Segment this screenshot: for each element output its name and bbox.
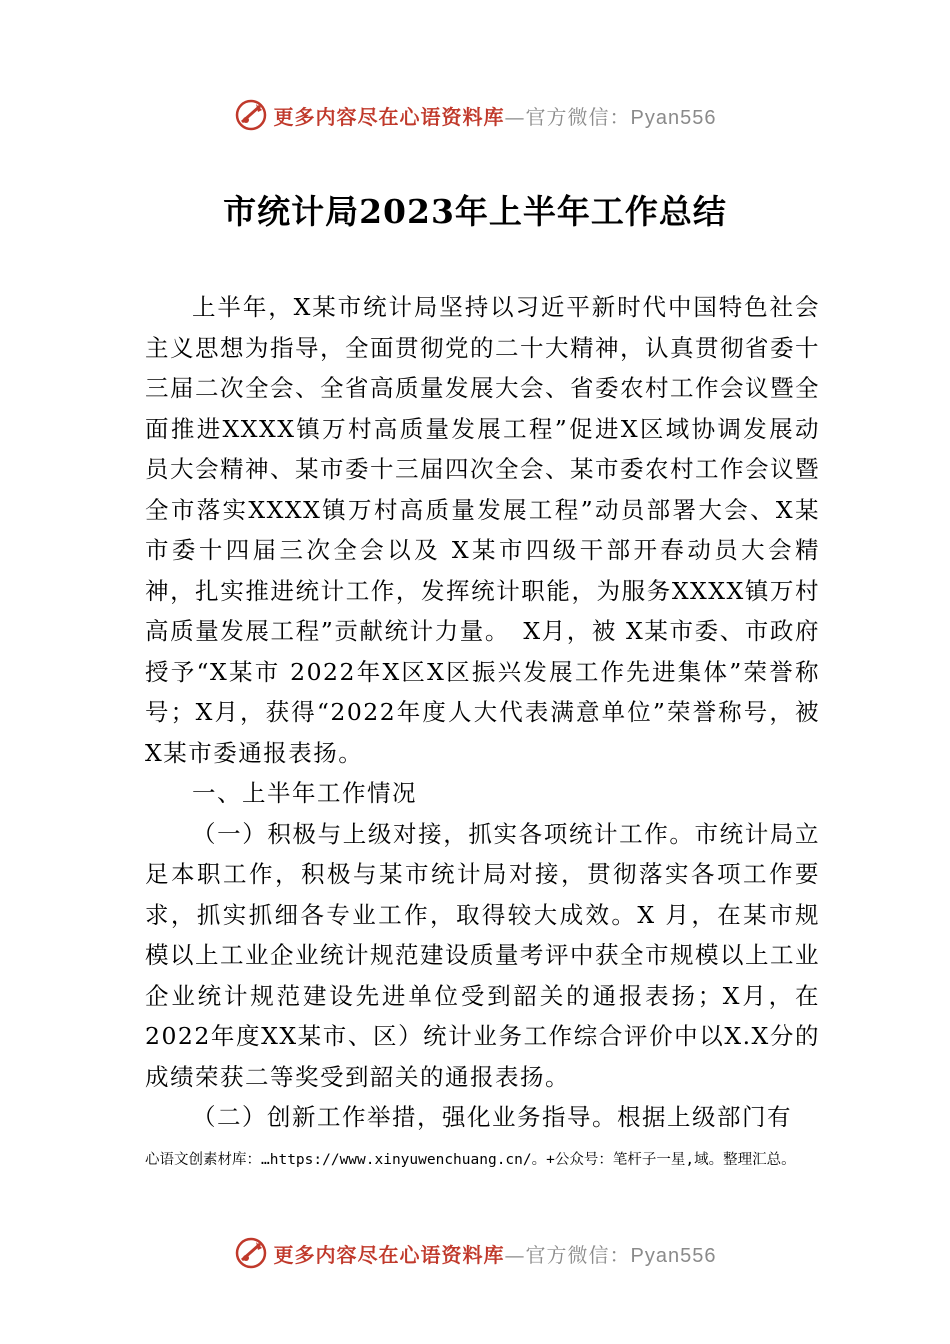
banner-red-text: 更多内容尽在心语资料库 xyxy=(273,1242,505,1267)
subsection-paragraph-2: （二）创新工作举措，强化业务指导。根据上级部门有 xyxy=(192,1103,792,1131)
document-title: 市统计局2023年上半年工作总结 xyxy=(223,192,727,231)
subsection-paragraph-1: （一）积极与上级对接，抓实各项统计工作。市统计局立足本职工作，积极与某市统计局对接，贯彻落实各项工作要求，抓实抓细各专业工作，取得较大成效。X 月，在某市规模以上工业企业统计规范建设质量考评中获全市规模以上工业企业统计规范建设先进单位受到韶关的通报表扬；X月，在 2022年度XX某市、区）统计业务工作综合评价中以X.X分的成绩荣获二等奖受到韶关的通报表扬。 xyxy=(145,819,820,1091)
section-heading: 一、上半年工作情况 xyxy=(192,779,417,807)
banner-red-text: 更多内容尽在心语资料库 xyxy=(273,104,505,129)
header-banner xyxy=(0,95,950,135)
document-body xyxy=(145,287,820,1138)
brand-logo-icon xyxy=(234,1236,268,1270)
footer-banner xyxy=(0,1233,950,1273)
banner-gray-text: —官方微信： xyxy=(504,104,631,129)
banner-wechat-id: Pyan556 xyxy=(630,1244,717,1267)
brand-logo-icon xyxy=(234,98,268,132)
banner-gray-text: —官方微信： xyxy=(504,1242,631,1267)
intro-paragraph: 上半年，X某市统计局坚持以习近平新时代中国特色社会主义思想为指导，全面贯彻党的二十大精神，认真贯彻省委十三届二次全会、全省高质量发展大会、省委农村工作会议暨全面推进XXXX镇万村高质量发展工程”促进X区域协调发展动员大会精神、某市委十三届四次全会、某市委农村工作会议暨全市落实XXXX镇万村高质量发展工程”动员部署大会、X某市委十四届三次全会以及 X某市四级干部开春动员大会精神，扎实推进统计工作，发挥统计职能，为服务XXXX镇万村高质量发展工程”贡献统计力量。 X月，被 X某市委、市政府授予“X某市 2022年X区X区振兴发展工作先进集体”荣誉称号；X月，获得“2022年度人大代表满意单位”荣誉称号，被 X某市委通报表扬。 xyxy=(145,293,820,767)
footer-note: 心语文创素材库：…https://www.xinyuwenchuang.cn/。+公众号：笔杆子一星,域。整理汇总。 xyxy=(145,1152,796,1168)
banner-wechat-id: Pyan556 xyxy=(630,106,717,129)
